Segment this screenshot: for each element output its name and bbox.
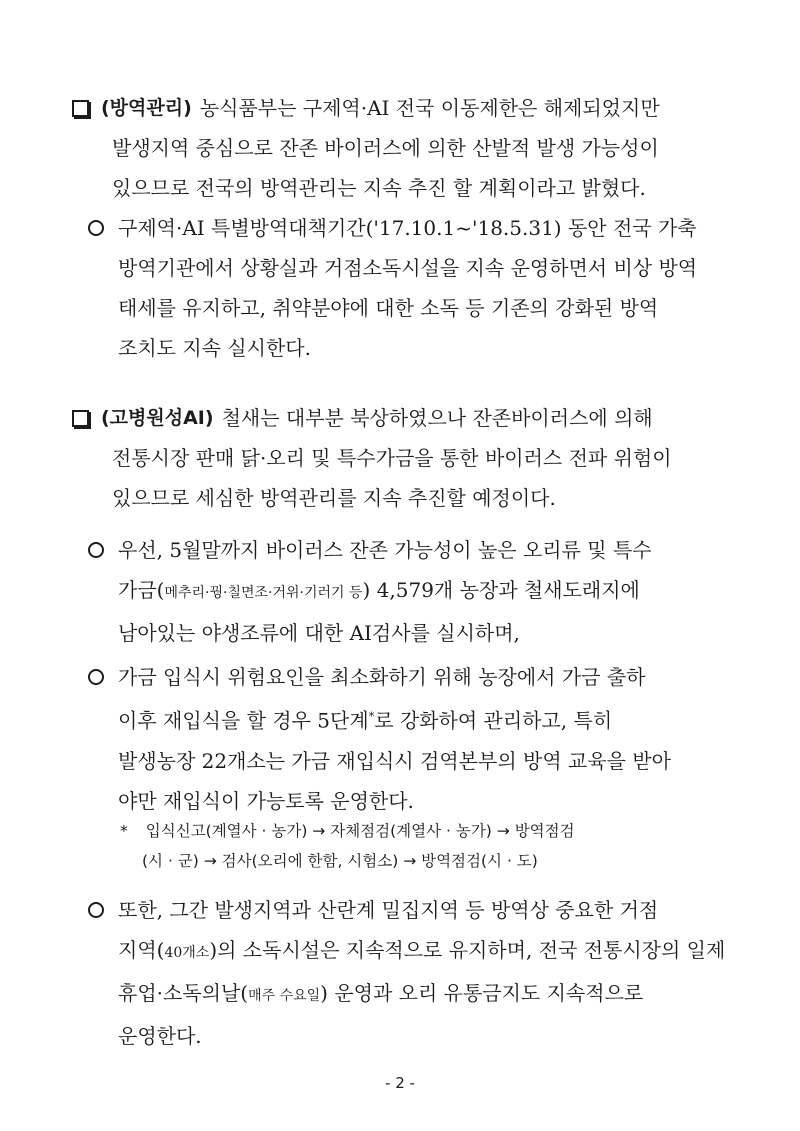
item-text: 방역기관에서 상황실과 거점소독시설을 지속 운영하면서 비상 방역 <box>118 256 698 280</box>
item-text: 조치도 지속 실시한다. <box>118 336 311 360</box>
list-item <box>88 530 738 653</box>
item-small-text: 매주 수요일 <box>248 988 321 1004</box>
footnote-marker: * <box>368 710 375 723</box>
item-text: 로 강화하여 관리하고, 특히 <box>374 708 613 733</box>
section-text: 농식품부는 구제역·AI 전국 이동제한은 해제되었지만 <box>199 96 660 120</box>
item-text: 이후 재입식을 할 경우 5단계 <box>118 708 369 733</box>
circle-bullet-icon <box>88 542 104 558</box>
item-text: ) 운영과 오리 유통금지도 지속적으로 <box>320 981 644 1005</box>
circle-bullet-icon <box>88 669 104 685</box>
item-text: ) 4,579개 농장과 철새도래지에 <box>362 578 640 602</box>
circle-bullet-icon <box>88 902 104 918</box>
section-avian-influenza <box>68 398 738 518</box>
item-text: 우선, 5월말까지 바이러스 잔존 가능성이 높은 오리류 및 특수 <box>118 538 652 562</box>
section-text: 있으므로 전국의 방역관리는 지속 추진 할 계획이라고 밝혔다. <box>112 176 646 200</box>
item-text: 휴업·소독의날( <box>118 981 249 1005</box>
footnote-text: (시 · 군) → 검사(오리에 한함, 시험소) → 방역점검(시 · 도) <box>142 852 538 870</box>
item-text: 태세를 유지하고, 취약분야에 대한 소독 등 기존의 강화된 방역 <box>118 296 659 320</box>
section-quarantine-management <box>68 88 738 208</box>
checkbox-bullet-icon <box>72 410 89 427</box>
section-text: 발생지역 중심으로 잔존 바이러스에 의한 산발적 발생 가능성이 <box>112 136 659 160</box>
list-item <box>88 890 738 1056</box>
section-tag: (고병원성AI) <box>101 407 214 429</box>
item-text: 가금 입식시 위험요인을 최소화하기 위해 농장에서 가금 출하 <box>118 665 646 689</box>
item-text: 또한, 그간 발생지역과 산란계 밀집지역 등 방역상 중요한 거점 <box>118 898 659 922</box>
section-text: 철새는 대부분 북상하였으나 잔존바이러스에 의해 <box>221 406 653 430</box>
item-text: 지역( <box>118 938 165 962</box>
section-tag: (방역관리) <box>101 97 192 119</box>
footnote-text: 입식신고(계열사 · 농가) → 자체점검(계열사 · 농가) → 방역점검 <box>145 822 575 840</box>
item-text: 운영한다. <box>118 1024 202 1048</box>
list-item <box>88 208 738 368</box>
item-text: 구제역·AI 특별방역대책기간('17.10.1~'18.5.31) 동안 전국 가축 <box>118 216 697 240</box>
section-text: 있으므로 세심한 방역관리를 지속 추진할 예정이다. <box>112 486 556 510</box>
page-number: - 2 - <box>385 1074 415 1092</box>
item-small-text: 40개소 <box>164 945 210 961</box>
footnote <box>120 816 740 876</box>
circle-bullet-icon <box>88 220 104 236</box>
footnote-star: * <box>120 822 128 840</box>
item-text: 발생농장 22개소는 가금 재입식시 검역본부의 방역 교육을 받아 <box>118 748 671 773</box>
item-text: 야만 재입식이 가능토록 운영한다. <box>118 788 414 813</box>
checkbox-bullet-icon <box>72 100 89 117</box>
list-item <box>88 657 738 821</box>
item-text: 가금( <box>118 578 165 602</box>
section-text: 전통시장 판매 닭·오리 및 특수가금을 통한 바이러스 전파 위험이 <box>112 446 672 470</box>
item-text: 남아있는 야생조류에 대한 AI검사를 실시하며, <box>118 621 520 645</box>
item-text: )의 소독시설은 지속적으로 유지하며, 전국 전통시장의 일제 <box>209 938 726 962</box>
item-small-text: 메추리·꿩·칠면조·거위·기러기 등 <box>164 585 363 601</box>
